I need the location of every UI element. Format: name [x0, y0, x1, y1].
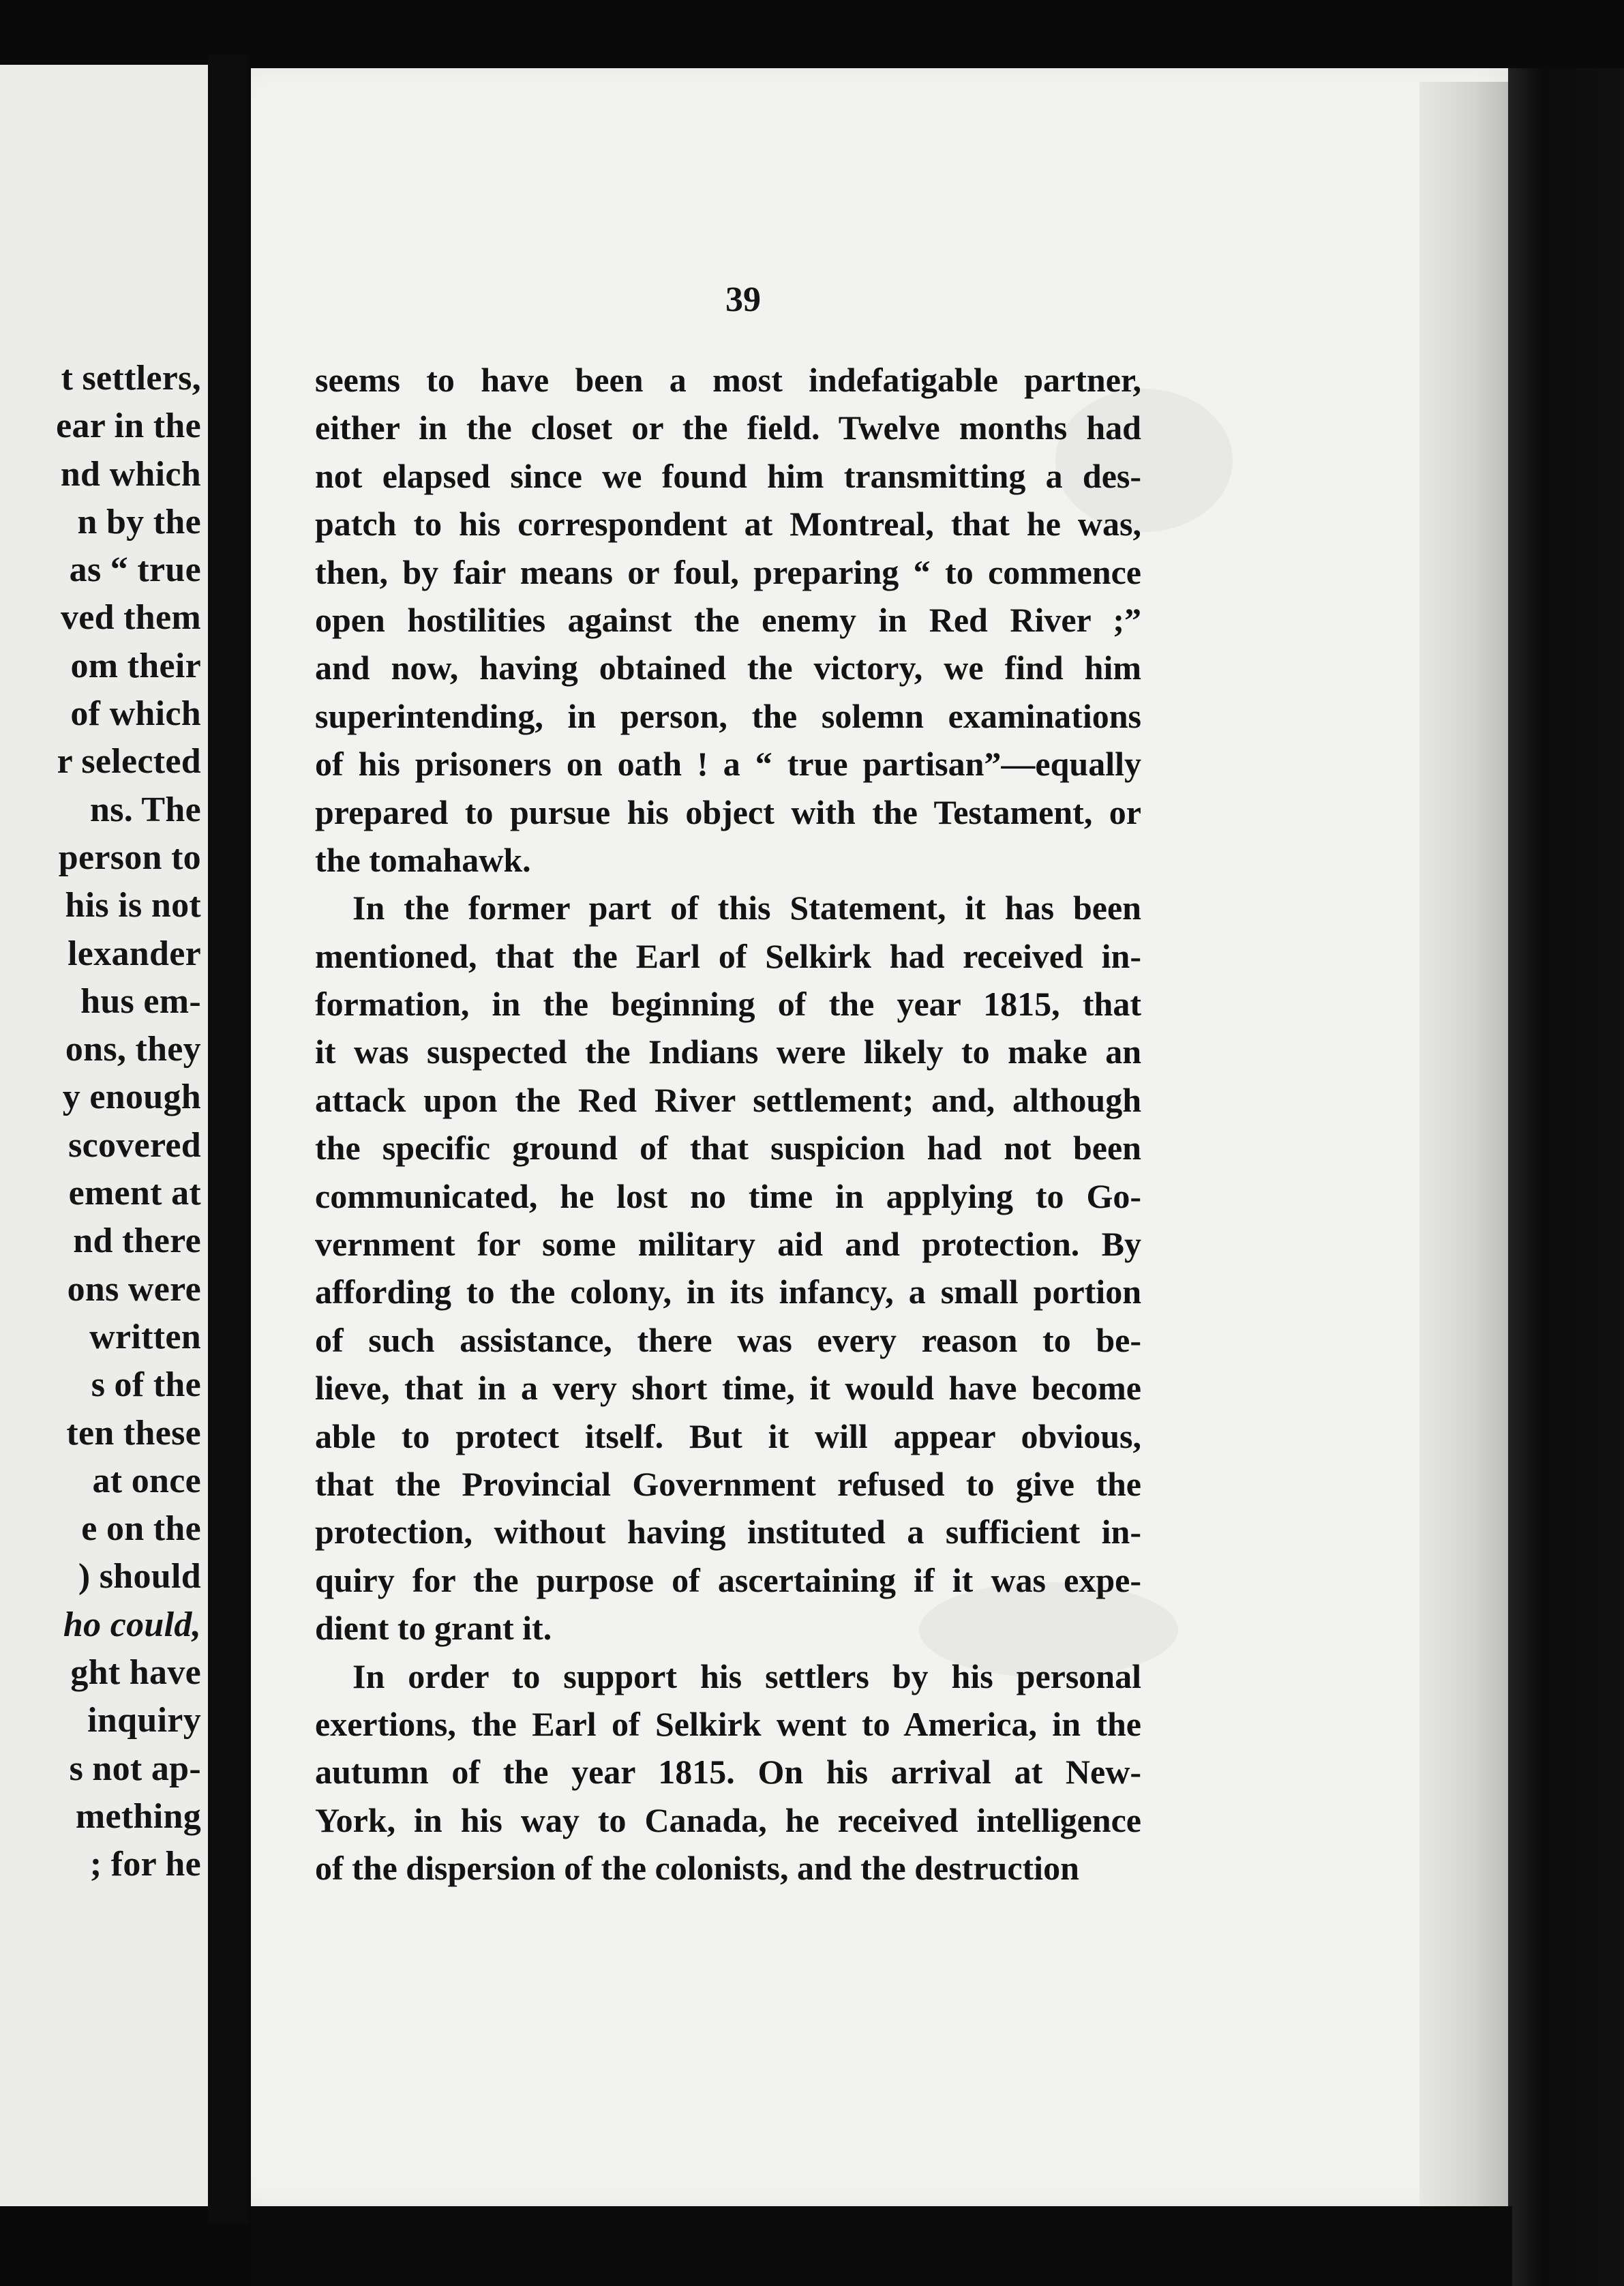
text-line: exertions, the Earl of Selkirk went to America, in the: [315, 1704, 1141, 1743]
left-page-line: scovered: [68, 1125, 201, 1165]
left-page-line: mething: [75, 1796, 201, 1836]
text-line: lieve, that in a very short time, it would have become: [315, 1369, 1141, 1408]
text-line: quiry for the purpose of ascertaining if it was expe-: [315, 1560, 1141, 1599]
text-line: that the Provincial Government refused to give the: [315, 1464, 1141, 1503]
text-line: vernment for some military aid and protection. By: [315, 1225, 1141, 1264]
book-gutter: [208, 55, 249, 2223]
body-text: [315, 356, 1141, 1892]
left-page-line: t settlers,: [61, 359, 201, 398]
left-page-line: written: [89, 1317, 201, 1356]
text-line: of the dispersion of the colonists, and the destruction: [315, 1849, 1079, 1888]
left-page-line: ns. The: [89, 790, 201, 829]
left-page-line: ear in the: [56, 406, 201, 446]
left-page-line: ght have: [70, 1653, 201, 1693]
left-page-line: ons, they: [65, 1030, 201, 1069]
left-page-line: of which: [70, 694, 201, 734]
left-page-line: hus em-: [80, 981, 201, 1021]
paragraph: [315, 356, 1141, 884]
page-edge: [1419, 82, 1508, 2216]
left-page-fragment: [0, 65, 208, 2206]
left-page-line: ho could,: [63, 1605, 201, 1644]
text-line: affording to the colony, in its infancy, a small portion: [315, 1273, 1141, 1311]
left-page-line: ten these: [66, 1413, 201, 1453]
text-line: autumn of the year 1815. On his arrival at New-: [315, 1753, 1141, 1792]
text-line: superintending, in person, the solemn examinations: [315, 696, 1141, 735]
bottom-shadow: [251, 2206, 1512, 2286]
text-line: of his prisoners on oath ! a “ true partisan”—equally: [315, 745, 1141, 784]
left-page-line: at once: [92, 1461, 201, 1500]
text-line: patch to his correspondent at Montreal, that he was,: [315, 505, 1141, 544]
text-line: able to protect itself. But it will appear obvious,: [315, 1416, 1141, 1455]
left-page-line: n by the: [77, 502, 201, 541]
text-line: mentioned, that the Earl of Selkirk had received in-: [315, 936, 1141, 975]
text-line: open hostilities against the enemy in Red River ;”: [315, 600, 1141, 639]
text-line: attack upon the Red River settlement; and, although: [315, 1080, 1141, 1119]
left-page-line: ) should: [78, 1557, 201, 1597]
text-line: of such assistance, there was every reason to be-: [315, 1320, 1141, 1359]
text-line: formation, in the beginning of the year 1815, that: [315, 985, 1141, 1024]
left-page-text: [56, 355, 201, 1889]
left-page-line: nd there: [73, 1221, 201, 1261]
left-page-line: r selected: [57, 742, 201, 782]
text-line: prepared to pursue his object with the Testament, or: [315, 792, 1141, 831]
left-page-line: ement at: [68, 1174, 201, 1213]
text-line: communicated, he lost no time in applying to Go-: [315, 1176, 1141, 1215]
text-line: dient to grant it.: [315, 1609, 552, 1648]
paragraph: [315, 884, 1141, 1652]
left-page-line: as “ true: [69, 550, 201, 590]
text-line: In the former part of this Statement, it has been: [352, 889, 1141, 927]
text-line: and now, having obtained the victory, we find him: [315, 649, 1141, 687]
text-line: York, in his way to Canada, he received intelligence: [315, 1800, 1141, 1839]
left-page-line: ons were: [67, 1269, 201, 1309]
left-page-line: om their: [70, 646, 201, 685]
paragraph: [315, 1652, 1141, 1892]
left-page-line: inquiry: [87, 1701, 201, 1740]
left-page-line: s not ap-: [69, 1749, 201, 1788]
left-page-line: nd which: [60, 454, 201, 494]
left-page-line: s of the: [91, 1365, 201, 1405]
left-page-line: person to: [58, 837, 201, 877]
text-line: then, by fair means or foul, preparing “ to commence: [315, 552, 1141, 591]
left-page-line: y enough: [62, 1078, 201, 1117]
left-page-line: his is not: [65, 886, 201, 925]
page-number: 39: [725, 280, 761, 319]
left-page-line: lexander: [67, 934, 201, 973]
left-page-line: ; for he: [89, 1845, 201, 1884]
left-page-line: e on the: [81, 1509, 201, 1549]
text-line: either in the closet or the field. Twelve months had: [315, 409, 1141, 447]
text-line: the specific ground of that suspicion had not been: [315, 1129, 1141, 1168]
left-page-line: ved them: [60, 598, 201, 638]
text-line: protection, without having instituted a sufficient in-: [315, 1513, 1141, 1552]
text-line: the tomahawk.: [315, 840, 531, 879]
text-line: seems to have been a most indefatigable partner,: [315, 361, 1141, 399]
book-fore-edge: [1508, 68, 1624, 2286]
text-line: not elapsed since we found him transmitting a des-: [315, 456, 1141, 495]
text-line: In order to support his settlers by his personal: [352, 1657, 1141, 1695]
text-line: it was suspected the Indians were likely to make an: [315, 1033, 1141, 1071]
